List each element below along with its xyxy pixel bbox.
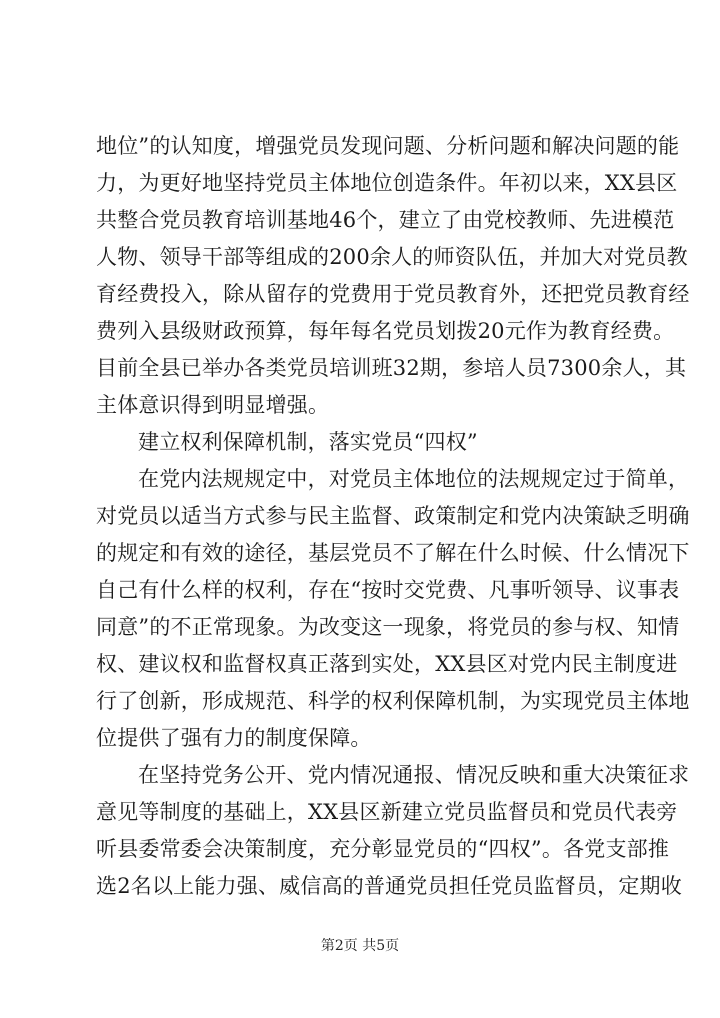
- text-line: 力，为更好地坚持党员主体地位创造条件。年初以来，XX县区: [96, 171, 678, 195]
- text-line: 目前全县已举办各类党员培训班32期，参培人员7300余人，其: [96, 356, 687, 380]
- text-line: 权、建议权和监督权真正落到实处，XX县区对党内民主制度进: [96, 652, 678, 676]
- text-line: 选2名以上能力强、威信高的普通党员担任党员监督员，定期收: [96, 874, 682, 898]
- text-line: 听县委常委会决策制度，充分彰显党员的“四权”。各党支部推: [96, 837, 670, 861]
- text-line: 共整合党员教育培训基地46个，建立了由党校教师、先进模范: [96, 208, 675, 232]
- text-line: 同意”的不正常现象。为改变这一现象，将党员的参与权、知情: [96, 615, 680, 639]
- text-line: 育经费投入，除从留存的党费用于党员教育外，还把党员教育经: [96, 282, 690, 306]
- text-line: 的规定和有效的途径，基层党员不了解在什么时候、什么情况下: [96, 541, 690, 565]
- text-line: 行了创新，形成规范、科学的权利保障机制，为实现党员主体地: [96, 689, 690, 713]
- page-number: 第2页 共5页: [320, 938, 400, 954]
- text-line: 位提供了强有力的制度保障。: [96, 726, 372, 750]
- section-heading: 建立权利保障机制，落实党员“四权”: [138, 430, 478, 454]
- text-line: 人物、领导干部等组成的200余人的师资队伍，并加大对党员教: [96, 245, 688, 269]
- document-body: [96, 128, 690, 905]
- text-line: 在党内法规规定中，对党员主体地位的法规规定过于简单，: [138, 467, 690, 491]
- text-line: 对党员以适当方式参与民主监督、政策制定和党内决策缺乏明确: [96, 504, 690, 528]
- text-line: 意见等制度的基础上，XX县区新建立党员监督员和党员代表旁: [96, 800, 678, 824]
- text-line: 主体意识得到明显增强。: [96, 393, 330, 417]
- text-line: 费列入县级财政预算，每年每名党员划拨20元作为教育经费。: [96, 319, 675, 343]
- text-line: 地位”的认知度，增强党员发现问题、分析问题和解决问题的能: [96, 134, 680, 158]
- text-line: 在坚持党务公开、党内情况通报、情况反映和重大决策征求: [138, 763, 690, 787]
- text-line: 自己有什么样的权利，存在“按时交党费、凡事听领导、议事表: [96, 578, 680, 602]
